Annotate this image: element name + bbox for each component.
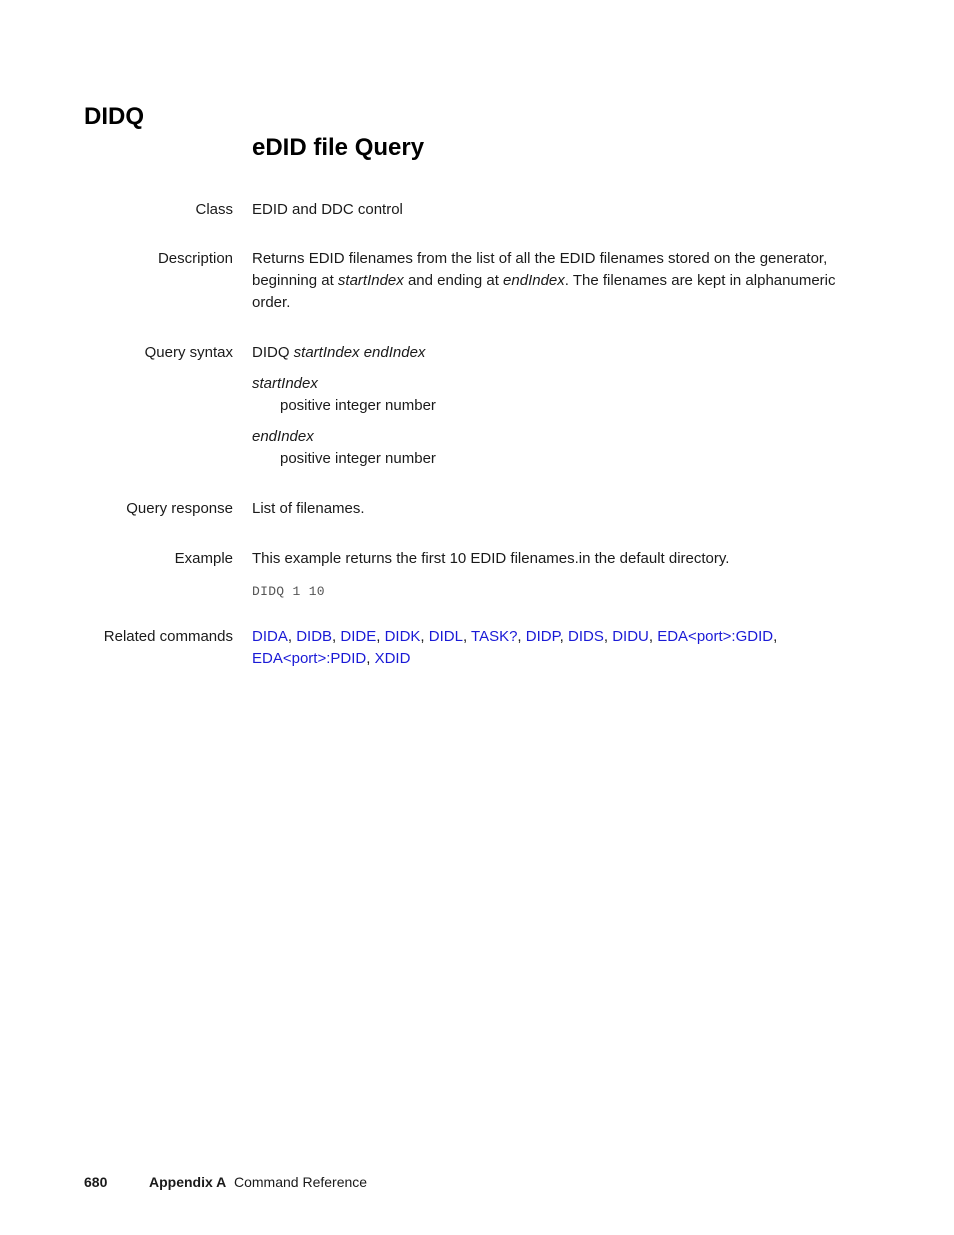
link-eda-pdid[interactable]: EDA<port>:PDID bbox=[252, 650, 367, 667]
description-text: Returns EDID filenames from the list of all the EDID filenames stored on the generator, beginning at startIndex and ending at endIndex. The filenames are kept in alphanumeric order. bbox=[252, 250, 836, 311]
query-syntax-label: Query syntax bbox=[144, 344, 233, 361]
link-didk[interactable]: DIDK bbox=[384, 628, 421, 645]
query-response-value: List of filenames. bbox=[252, 500, 365, 517]
end-index-param: endIndex bbox=[503, 272, 565, 289]
related-commands-list: DIDA, DIDB, DIDE, DIDK, DIDL, TASK?, DIDP, DIDS, DIDU, EDA<port>:GDID, EDA<port>:PDID, XDID bbox=[252, 628, 778, 667]
description-label: Description bbox=[157, 250, 233, 267]
link-didp[interactable]: DIDP bbox=[525, 628, 560, 645]
link-task[interactable]: TASK? bbox=[471, 628, 518, 645]
example-code: DIDQ 1 10 bbox=[252, 584, 325, 599]
param-name: endIndex bbox=[252, 428, 314, 445]
link-xdid[interactable]: XDID bbox=[374, 650, 411, 667]
param-def-start-index bbox=[252, 373, 872, 417]
param-def-end-index bbox=[252, 426, 872, 470]
class-label: Class bbox=[195, 201, 233, 218]
related-commands-label: Related commands bbox=[103, 628, 233, 645]
command-title: DIDQ bbox=[84, 103, 144, 130]
page-number: 680 bbox=[84, 1174, 108, 1190]
example-label: Example bbox=[174, 550, 233, 567]
class-value: EDID and DDC control bbox=[252, 201, 403, 218]
start-index-param: startIndex bbox=[337, 272, 404, 289]
link-dids[interactable]: DIDS bbox=[568, 628, 604, 645]
footer-title: Command Reference bbox=[234, 1174, 368, 1190]
link-dide[interactable]: DIDE bbox=[340, 628, 377, 645]
param-desc: positive integer number bbox=[280, 397, 436, 414]
link-didu[interactable]: DIDU bbox=[612, 628, 649, 645]
query-syntax-value: DIDQ startIndex endIndex bbox=[252, 344, 426, 361]
link-didl[interactable]: DIDL bbox=[428, 628, 463, 645]
command-subtitle: eDID file Query bbox=[252, 134, 425, 161]
param-desc: positive integer number bbox=[280, 450, 436, 467]
link-didb[interactable]: DIDB bbox=[296, 628, 333, 645]
example-text: This example returns the first 10 EDID filenames.in the default directory. bbox=[252, 550, 730, 567]
query-response-label: Query response bbox=[126, 500, 233, 517]
link-dida[interactable]: DIDA bbox=[252, 628, 288, 645]
footer-appendix: Appendix A bbox=[149, 1174, 227, 1190]
link-eda-gdid[interactable]: EDA<port>:GDID bbox=[657, 628, 774, 645]
param-name: startIndex bbox=[252, 375, 318, 392]
